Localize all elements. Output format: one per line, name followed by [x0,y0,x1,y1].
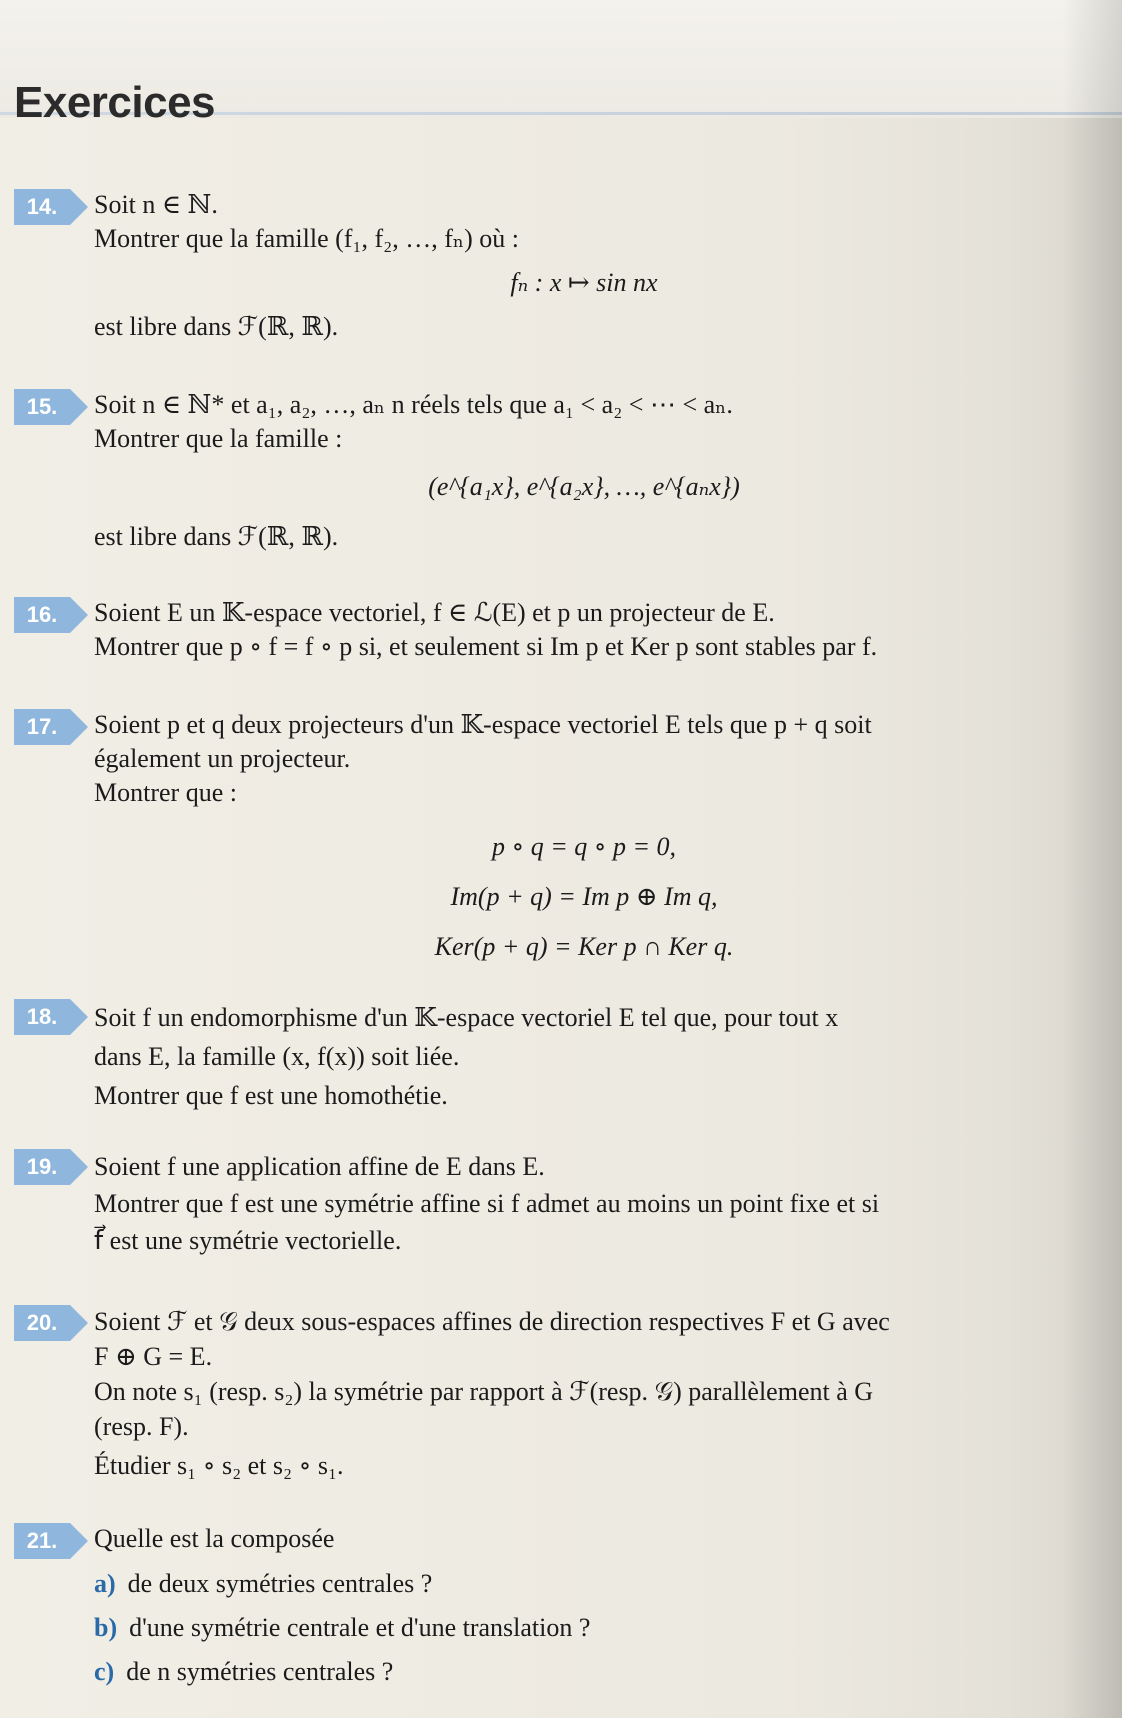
sub-question-label: c) [94,1657,115,1686]
exercise-number: 17. [26,714,58,739]
exercise-line: Montrer que la famille : [94,424,343,453]
exercise-number: 15. [26,394,58,419]
exercise-line: Montrer que la famille (f₁, f₂, …, fₙ) où : [94,224,520,253]
exercise-number: 18. [26,1004,58,1029]
exercise-body [94,596,1074,664]
page-title: Exercices [14,78,216,127]
equation: fₙ : x ↦ sin nx [510,268,658,297]
exercise-line: Montrer que f est une homothétie. [94,1081,448,1110]
sub-question-b [94,1606,1074,1650]
exercise-line: également un projecteur. [94,744,351,773]
exercise-number-badge [14,596,94,634]
sub-question-text: de n symétries centrales ? [126,1657,394,1686]
exercise-line: f⃗ est une symétrie vectorielle. [94,1226,402,1255]
exercise-number: 19. [26,1154,58,1179]
exercise-number-badge [14,1522,94,1560]
exercise-line: Soit n ∈ ℕ. [94,190,218,219]
exercise-number: 20. [26,1310,58,1335]
sub-question-c [94,1650,1074,1694]
exercise-body [94,708,1074,972]
exercise-line: est libre dans ℱ(ℝ, ℝ). [94,522,339,551]
exercise-line: Soit f un endomorphisme d'un 𝕂-espace vectoriel E tel que, pour tout x [94,1003,839,1032]
equation: (e^{a₁x}, e^{a₂x}, …, e^{aₙx}) [428,472,740,501]
exercise-number: 14. [26,194,58,219]
exercise-line: Quelle est la composée [94,1524,335,1553]
exercise-line: est libre dans ℱ(ℝ, ℝ). [94,312,339,341]
equation: Im(p + q) = Im p ⊕ Im q, [450,882,718,911]
exercise-number: 16. [26,602,58,627]
exercise-line: Montrer que : [94,778,237,807]
exercise-body [94,1522,1074,1694]
exercise-line: (resp. F). [94,1412,189,1441]
exercise-line: Montrer que p ∘ f = f ∘ p si, et seulement si Im p et Ker p sont stables par f. [94,632,878,661]
exercise-line: Montrer que f est une symétrie affine si f admet au moins un point fixe et si [94,1189,880,1218]
exercise-body [94,1304,1074,1483]
exercise-body [94,188,1074,344]
equation: p ∘ q = q ∘ p = 0, [491,832,677,861]
exercise-number-badge [14,388,94,426]
exercise-number-badge [14,1148,94,1186]
exercise-line: dans E, la famille (x, f(x)) soit liée. [94,1042,460,1071]
sub-question-a [94,1562,1074,1606]
exercise-number-badge [14,708,94,746]
sub-question-label: a) [94,1569,116,1598]
exercise-line: Soit n ∈ ℕ* et a₁, a₂, …, aₙ n réels tels que a₁ < a₂ < ⋯ < aₙ. [94,390,733,419]
exercise-line: On note s₁ (resp. s₂) la symétrie par rapport à ℱ(resp. 𝒢) parallèlement à G [94,1377,874,1406]
exercise-line: Soient ℱ et 𝒢 deux sous-espaces affines de direction respectives F et G avec [94,1307,890,1336]
exercise-number-badge [14,998,94,1036]
exercise-line: Soient E un 𝕂-espace vectoriel, f ∈ ℒ(E) et p un projecteur de E. [94,598,775,627]
exercise-line: Étudier s₁ ∘ s₂ et s₂ ∘ s₁. [94,1451,344,1480]
exercise-body [94,1148,1074,1259]
exercise-body [94,388,1074,554]
sub-question-text: d'une symétrie centrale et d'une translation ? [129,1613,591,1642]
sub-question-text: de deux symétries centrales ? [127,1569,433,1598]
equation: Ker(p + q) = Ker p ∩ Ker q. [434,932,734,961]
exercise-number-badge [14,188,94,226]
exercise-line: Soient p et q deux projecteurs d'un 𝕂-espace vectoriel E tels que p + q soit [94,710,872,739]
exercise-body [94,998,1074,1115]
sub-question-label: b) [94,1613,118,1642]
exercise-number: 21. [26,1528,58,1553]
exercise-number-badge [14,1304,94,1342]
exercise-line: F ⊕ G = E. [94,1342,213,1371]
exercise-line: Soient f une application affine de E dans E. [94,1152,545,1181]
